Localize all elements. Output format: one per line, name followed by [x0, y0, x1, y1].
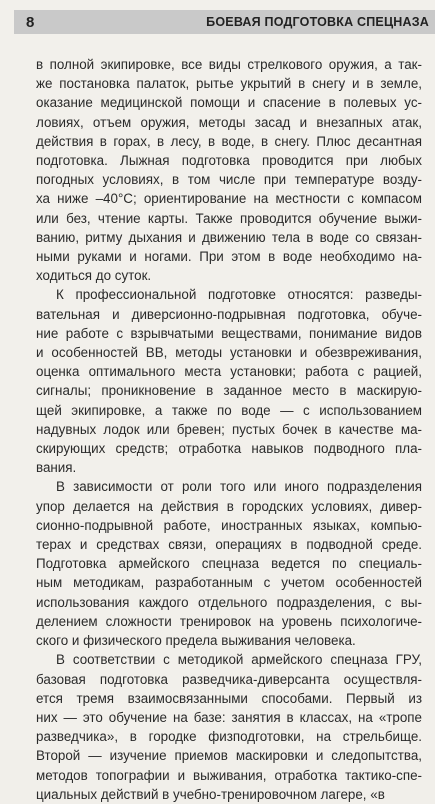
- text-line: ется тремя взаимосвязанными способами. Первый из: [36, 690, 422, 706]
- running-head: БОЕВАЯ ПОДГОТОВКА СПЕЦНАЗА: [206, 15, 429, 29]
- text-line: действия в горах, в лесу, в воде, в снегу. Плюс десантная: [36, 133, 422, 149]
- text-line: К профессиональной подготовке относятся: разведы-: [56, 287, 422, 303]
- text-line: ха ниже –40°С; ориентирование на местности с компасом: [36, 191, 422, 207]
- page-header: [14, 10, 435, 34]
- text-line: ского и физического предела выживания человека.: [36, 633, 356, 649]
- page-number: 8: [26, 13, 35, 31]
- text-line: оценка оптимального места установки; работа с рацией,: [36, 364, 422, 380]
- text-line: упор делается на действия в городских условиях, дивер-: [36, 498, 422, 514]
- text-line: В зависимости от роли того или иного подразделения: [56, 479, 422, 495]
- text-line: терах и средствах связи, операциях в подводной среде.: [36, 537, 422, 553]
- text-line: ловиях, отъем оружия, методы засад и внезапных атак,: [36, 114, 422, 130]
- text-line: вательная и диверсионно-подрывная подготовка, обуче-: [36, 306, 422, 322]
- text-line: использования каждого отдельного подразделения, с вы-: [36, 594, 422, 610]
- text-line: надувных лодок или бревен; пустых бочек в качестве ма-: [36, 421, 422, 437]
- text-line: сионно-подрывной работе, иностранных языках, компью-: [36, 517, 422, 533]
- text-line: сигналы; проникновение в заданное место в маскирую-: [36, 383, 422, 399]
- text-line: ванию, ритму дыхания и движению тела в воде со связан-: [36, 229, 422, 245]
- text-line: Подготовка армейского спецназа ведется по специаль-: [36, 556, 422, 572]
- text-line: делением сложности тренировок на уровень психологиче-: [36, 613, 422, 629]
- text-line: циальных действий в учебно-тренировочном лагере, «в: [36, 786, 385, 802]
- text-line: методов топографии и выживания, отработка тактико-спе-: [36, 767, 422, 783]
- body-text: [36, 55, 422, 804]
- text-line: скирующих средств; отработка навыков подводного пла-: [36, 441, 422, 457]
- text-line: погодных условиях, в том числе при температуре возду-: [36, 172, 422, 188]
- text-line: в полной экипировке, все виды стрелкового оружия, а так-: [36, 57, 422, 72]
- text-line: Второй — изучение приемов маскировки и следопытства,: [36, 748, 422, 764]
- text-line: же постановка палаток, рытье укрытий в снегу и в земле,: [36, 76, 422, 92]
- text-line: вания.: [36, 460, 77, 476]
- text-line: подготовка. Лыжная подготовка проводится при любых: [36, 153, 422, 169]
- paragraph: [36, 285, 422, 477]
- text-line: базовая подготовка разведчика-диверсанта осуществля-: [36, 671, 422, 687]
- text-line: и особенностей ВВ, методы установки и обезвреживания,: [36, 345, 422, 361]
- text-line: ными руками и ногами. При этом в воде необходимо на-: [36, 249, 422, 265]
- text-line: В соответствии с методикой армейского спецназа ГРУ,: [56, 652, 422, 668]
- text-line: ходиться до суток.: [36, 268, 152, 284]
- paragraph: [36, 55, 422, 285]
- text-line: или без, чтение карты. Также проводится обучение выжи-: [36, 210, 422, 226]
- text-line: оказание медицинской помощи и спасение в полевых ус-: [36, 95, 422, 111]
- text-line: разведчика», в городке физподготовки, на стрельбище.: [36, 729, 422, 745]
- text-line: ние работе с взрывчатыми веществами, понимание видов: [36, 325, 422, 341]
- text-line: ным методикам, разработанным с учетом особенностей: [36, 575, 422, 591]
- text-line: них — это обучение на базе: занятия в классах, на «тропе: [36, 709, 422, 725]
- paragraph: [36, 477, 422, 650]
- text-line: щей экипировке, а также по воде — с использованием: [36, 402, 422, 418]
- paragraph: [36, 650, 422, 804]
